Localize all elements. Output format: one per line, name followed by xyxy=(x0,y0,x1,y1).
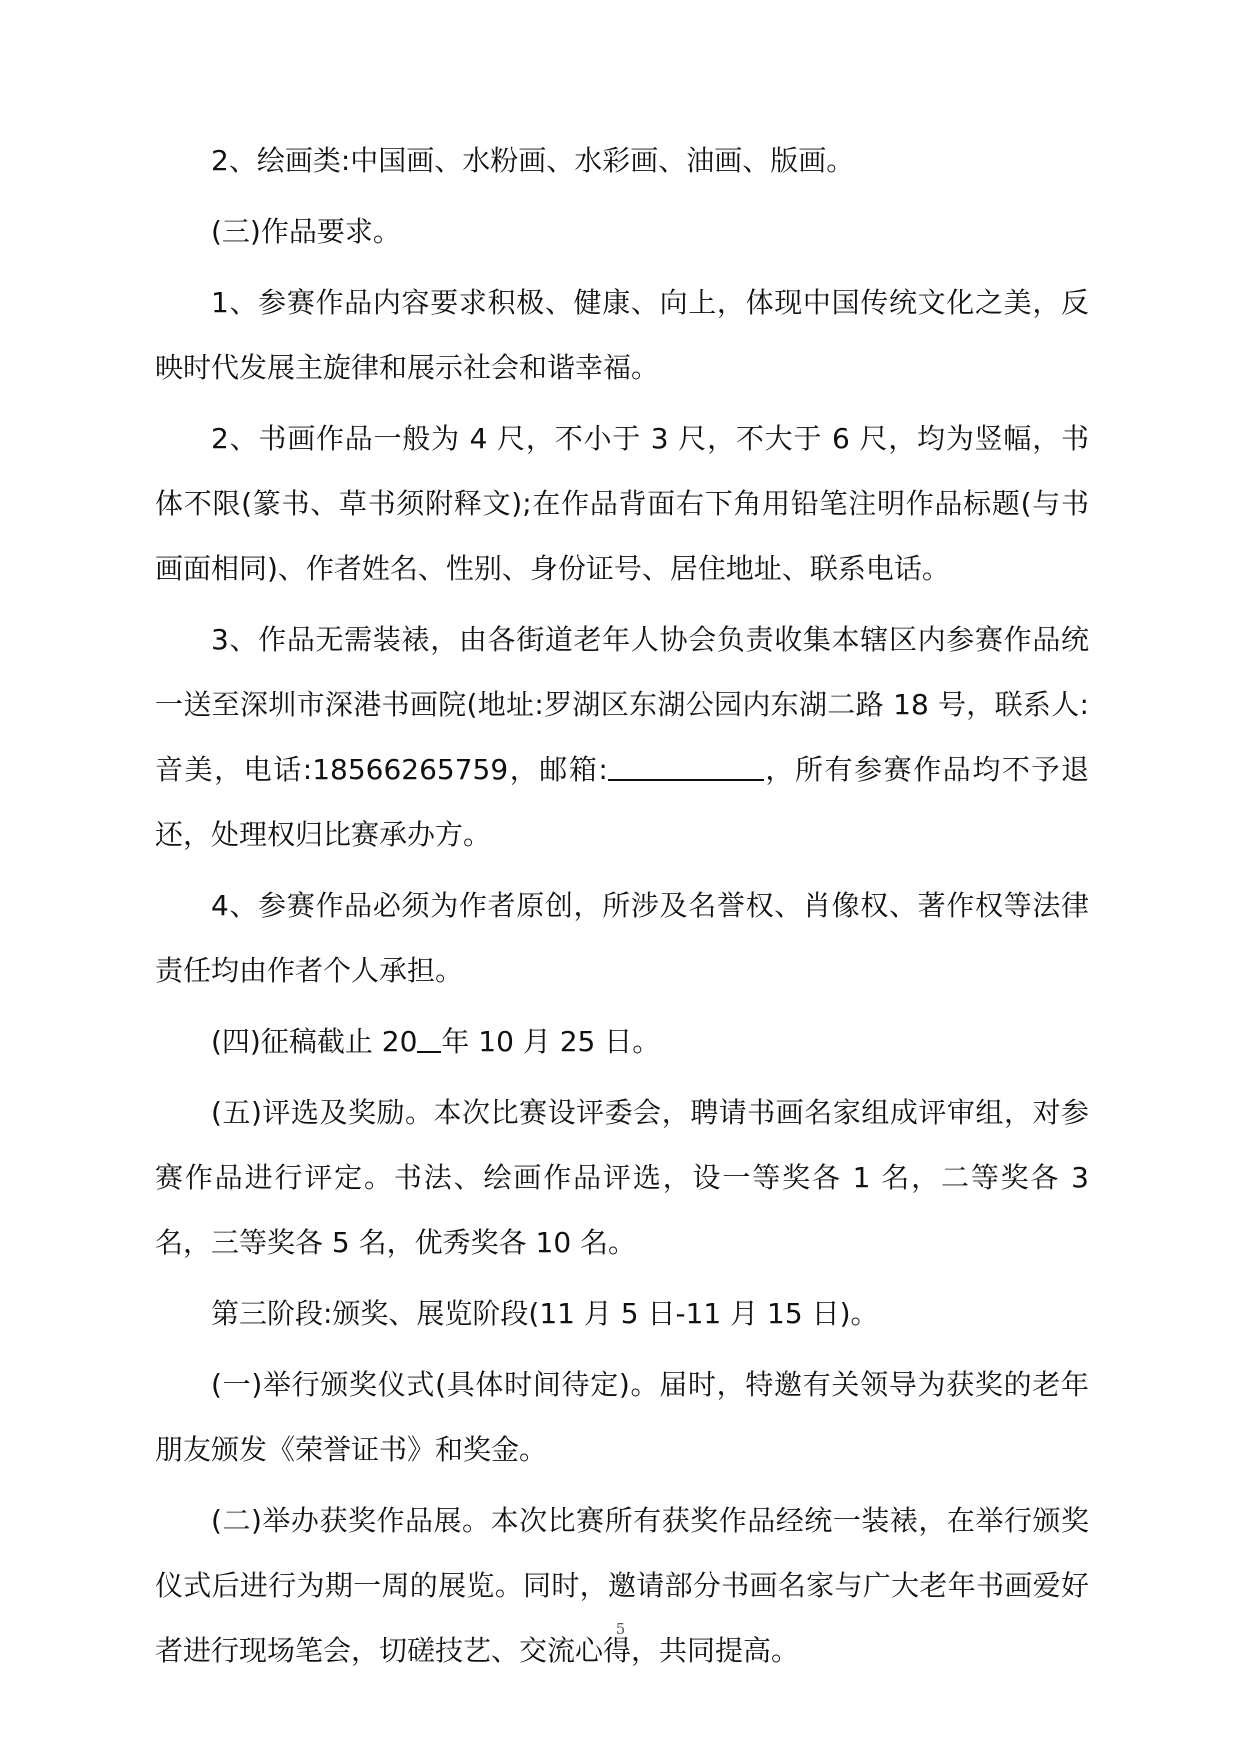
paragraph-requirement-submission xyxy=(155,607,1089,867)
paragraph-exhibition: (二)举办获奖作品展。本次比赛所有获奖作品经统一装裱，在举行颁奖仪式后进行为期一周的展览。同时，邀请部分书画名家与广大老年书画爱好者进行现场笔会，切磋技艺、交流心得，共同提高。 xyxy=(155,1504,1089,1667)
year-blank xyxy=(417,1023,441,1053)
paragraph-section-work-requirements: (三)作品要求。 xyxy=(211,215,401,248)
deadline-text-before-year: (四)征稿截止 20 xyxy=(211,1025,418,1058)
paragraph-requirement-content: 1、参赛作品内容要求积极、健康、向上，体现中国传统文化之美，反映时代发展主旋律和展示社会和谐幸福。 xyxy=(155,286,1089,384)
submission-text-after-email: ，所有参赛作品均不予退还，处理权归比赛承办方。 xyxy=(155,753,1089,851)
deadline-text-after-year: 年 10 月 25 日。 xyxy=(441,1025,661,1058)
paragraph-judging-awards: (五)评选及奖励。本次比赛设评委会，聘请书画名家组成评审组，对参赛作品进行评定。书法、绘画作品评选，设一等奖各 1 名，二等奖各 3 名，三等奖各 5 名，优秀奖各 10 名。 xyxy=(155,1096,1089,1259)
submission-text-before-email: 3、作品无需装裱，由各街道老年人协会负责收集本辖区内参赛作品统一送至深圳市深港书画院(地址:罗湖区东湖公园内东湖二路 18 号，联系人:音美，电话:18566265759，邮箱: xyxy=(155,623,1089,786)
paragraph-requirement-originality: 4、参赛作品必须为作者原创，所涉及名誉权、肖像权、著作权等法律责任均由作者个人承担。 xyxy=(155,889,1089,987)
paragraph-requirement-size: 2、书画作品一般为 4 尺，不小于 3 尺，不大于 6 尺，均为竖幅，书体不限(篆书、草书须附释文);在作品背面右下角用铅笔注明作品标题(与书画面相同)、作者姓名、性别、身份证号、居住地址、联系电话。 xyxy=(155,422,1089,585)
paragraph-deadline xyxy=(155,1009,1089,1074)
paragraph-painting-category: 2、绘画类:中国画、水粉画、水彩画、油画、版画。 xyxy=(211,144,855,177)
paragraph-stage-three: 第三阶段:颁奖、展览阶段(11 月 5 日-11 月 15 日)。 xyxy=(211,1297,879,1330)
document-body xyxy=(155,128,1089,1689)
email-blank xyxy=(608,751,764,781)
paragraph-award-ceremony: (一)举行颁奖仪式(具体时间待定)。届时，特邀有关领导为获奖的老年朋友颁发《荣誉证书》和奖金。 xyxy=(155,1368,1089,1466)
page-number: 5 xyxy=(615,1620,626,1638)
